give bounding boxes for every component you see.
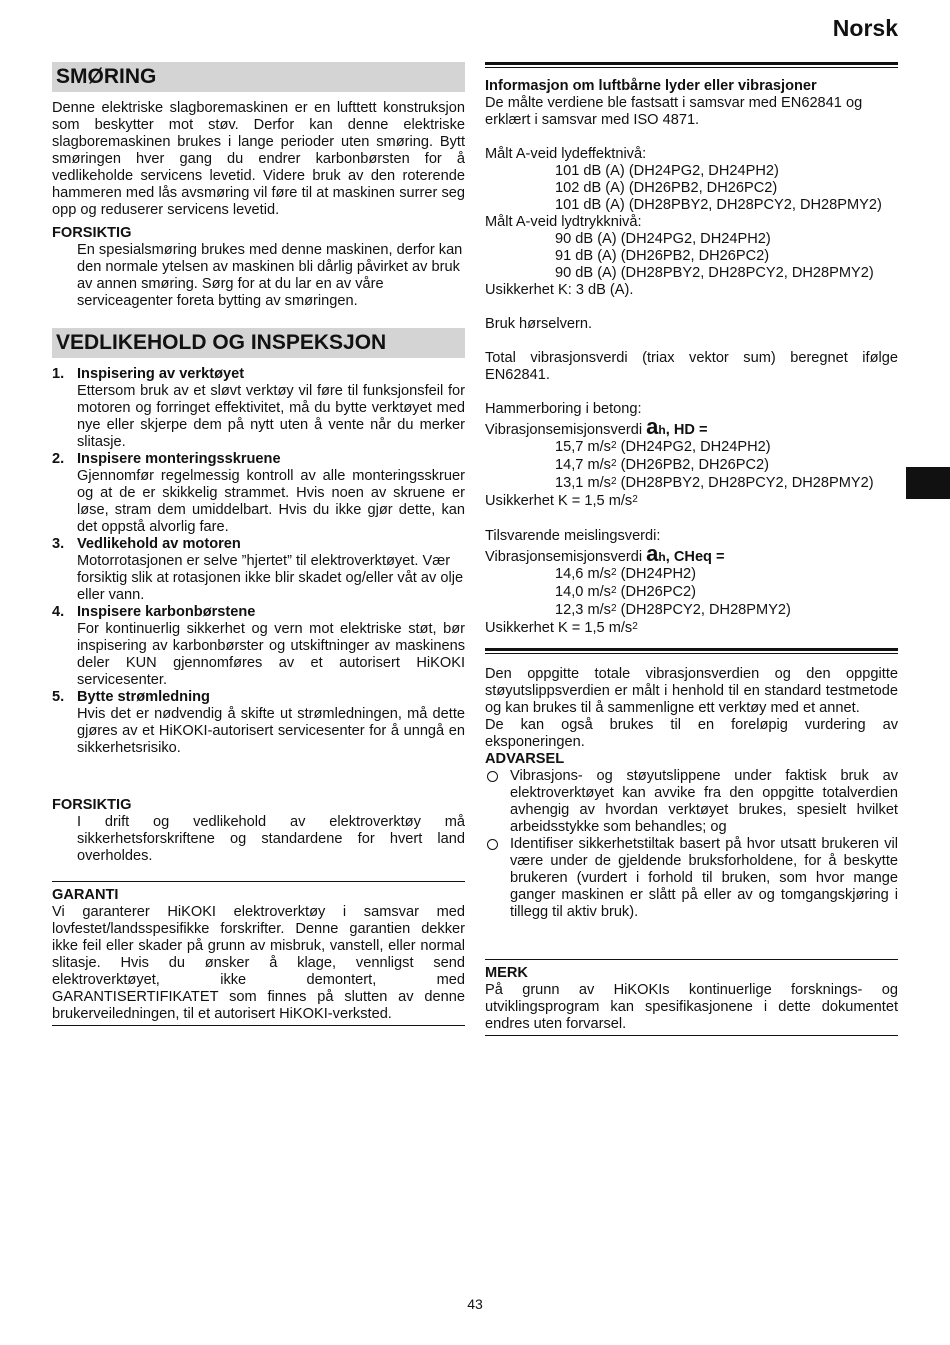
right-column xyxy=(485,62,898,1036)
list-item xyxy=(52,689,465,757)
list-item: Identifiser sikkerhetstiltak basert på hvor utsatt brukeren vil være under de gjeldende bruksforholdene, for å beskytte brukeren (vurdert i forhold til bruken, som hvor mange ganger maskinen er slått på eller av og tomgangskjøring i tillegg til aktiv bruk). xyxy=(485,836,898,921)
list-item: Vibrasjons- og støyutslippene under faktisk bruk av elektroverktøyet kan avvike fra den oppgitte totalverdien avhengig av hvordan verktøyet brukes, spesielt hvilket arbeidsstykke som behandles; og xyxy=(485,768,898,836)
item-title: Inspisere monteringsskruene xyxy=(77,451,281,467)
hammer-value: 13,1 $m/s^2$ (DH28PBY2, DH28PCY2, DH28PMY2) xyxy=(555,475,874,491)
chiselling-label: Tilsvarende meislingsverdi: xyxy=(485,528,661,544)
item-number: 5. xyxy=(52,689,65,705)
note-text: På grunn av HiKOKIs kontinuerlige forsknings- og utviklingsprogram kan spesifikasjonene i dette dokumentet endres uten forvarsel. xyxy=(485,982,898,1032)
item-text: Motorrotasjonen er selve ”hjertet” til elektroverktøyet. Vær forsiktig slik at rotasjonen ikke blir skadet og/eller våt av olje eller vann. xyxy=(77,553,464,603)
lubrication-caution-text: En spesialsmøring brukes med denne maskinen, derfor kan den normale ytelsen av maskinen bli dårlig påvirket av bruk av annen smøring. Sørg for at du lar en av våre serviceagenter foreta bytting av smøringen. xyxy=(77,242,463,309)
chisel-value: 14,0 $m/s^2$ (DH26PC2) xyxy=(555,584,697,600)
lubrication-body: Denne elektriske slagboremaskinen er en lufttett konstruksjon som beskytter mot støv. Derfor kan denne elektriske slagboremaskinen brukes i lange perioder uten smøring. Bytt smøringen hver gang du endrer karbonbørsten for å vedlikeholde servicens levetid. Videre bruk av den roterende hammeren med lås avsmøring vil føre til at maskinen surrer seg opp og reduserer servicens levetid. xyxy=(52,100,465,218)
sound-power-value: 101 dB (A) (DH24PG2, DH24PH2) xyxy=(555,163,779,179)
list-item xyxy=(52,366,465,451)
hearing-protection-note: Bruk hørselvern. xyxy=(485,316,593,332)
h-subscript: h xyxy=(658,550,666,564)
divider xyxy=(485,62,898,68)
chisel-uncertainty: Usikkerhet K = 1,5 $m/s^2$ xyxy=(485,620,638,636)
item-number: 2. xyxy=(52,451,65,467)
warning-title: ADVARSEL xyxy=(485,751,565,767)
item-number: 4. xyxy=(52,604,65,620)
warranty-title: GARANTI xyxy=(52,887,119,903)
sound-power-value: 102 dB (A) (DH26PB2, DH26PC2) xyxy=(555,180,778,196)
item-title: Inspisering av verktøyet xyxy=(77,366,245,382)
left-column xyxy=(52,62,465,1026)
section-title-lubrication: SMØRING xyxy=(52,62,465,92)
list-item xyxy=(52,451,465,536)
chisel-value: 14,6 $m/s^2$ (DH24PH2) xyxy=(555,566,697,582)
page-number: 43 xyxy=(467,1296,483,1312)
section-title-maintenance: VEDLIKEHOLD OG INSPEKSJON xyxy=(52,328,465,358)
sound-pressure-label: Målt A-veid lydtrykknivå: xyxy=(485,214,642,230)
divider xyxy=(485,1035,898,1036)
sound-pressure-value: 90 dB (A) (DH24PG2, DH24PH2) xyxy=(555,231,771,247)
circle-bullet-icon xyxy=(487,771,498,782)
vibration-total-text: Total vibrasjonsverdi (triax vektor sum) beregnet ifølge EN62841. xyxy=(485,350,898,383)
hammer-uncertainty: Usikkerhet K = 1,5 $m/s^2$ xyxy=(485,493,638,509)
emission-label: Vibrasjonsemisjonsverdi xyxy=(485,422,643,438)
noise-uncertainty: Usikkerhet K: 3 dB (A). xyxy=(485,282,634,298)
lubrication-caution-title: FORSIKTIG xyxy=(52,225,132,241)
declared-values-text-2: De kan også brukes til en foreløpig vurdering av eksponeringen. xyxy=(485,717,898,750)
divider xyxy=(485,959,898,960)
declared-values-text: Den oppgitte totale vibrasjonsverdien og den oppgitte støyutslippsverdien er målt i henhold til en standard testmetode og kan brukes til å sammenligne ett verktøy med et annet. xyxy=(485,666,898,716)
maintenance-caution-text: I drift og vedlikehold av elektroverktøy må sikkerhetsforskriftene og standardene for hvert land overholdes. xyxy=(77,814,465,864)
h-subscript: h xyxy=(658,423,666,437)
maintenance-list xyxy=(52,366,465,757)
warranty-text: Vi garanterer HiKOKI elektroverktøy i samsvar med lovfestet/landsspesifikke forskrifter. Denne garantien dekker ikke feil eller skader på grunn av misbruk, vanstell, eller normal slitasje. Hvis du ønsker å klage, vennligst send elektroverktøyet, ikke demontert, med GARANTISERTIFIKATET som finnes på slutten av denne brukerveiledningen, til et autorisert HiKOKI-verksted. xyxy=(52,904,465,1022)
noise-title: Informasjon om luftbårne lyder eller vibrasjoner xyxy=(485,78,817,94)
noise-intro: De målte verdiene ble fastsatt i samsvar med EN62841 og erklært i samsvar med ISO 4871. xyxy=(485,95,863,128)
a-symbol: a xyxy=(646,414,659,439)
item-title: Bytte strømledning xyxy=(77,689,210,705)
sound-pressure-value: 91 dB (A) (DH26PB2, DH26PC2) xyxy=(555,248,770,264)
item-text: Ettersom bruk av et sløvt verktøy vil føre til funksjonsfeil for motoren og forringet effektivitet, må du bytte verktøyet med nye eller skjerpe dem på nytt uten å vente når du merker slitasje. xyxy=(77,383,465,450)
emission-label: Vibrasjonsemisjonsverdi xyxy=(485,549,643,565)
list-item xyxy=(52,604,465,689)
sound-power-value: 101 dB (A) (DH28PBY2, DH28PCY2, DH28PMY2) xyxy=(555,197,882,213)
sound-pressure-value: 90 dB (A) (DH28PBY2, DH28PCY2, DH28PMY2) xyxy=(555,265,874,281)
item-text: Gjennomfør regelmessig kontroll av alle monteringsskruer og at de er skikkelig strammet. Hvis noen av skruene er løse, stram dem umiddelbart. Hvis du ikke gjør dette, kan det oppstå alvorlig fare. xyxy=(77,468,465,535)
item-title: Vedlikehold av motoren xyxy=(77,536,241,552)
note-title: MERK xyxy=(485,965,528,981)
section-tab-marker xyxy=(906,467,950,499)
item-number: 3. xyxy=(52,536,65,552)
divider xyxy=(52,881,465,882)
a-symbol: a xyxy=(646,541,659,566)
chisel-value: 12,3 $m/s^2$ (DH28PCY2, DH28PMY2) xyxy=(555,602,791,618)
item-text: Hvis det er nødvendig å skifte ut strømledningen, må dette gjøres av et HiKOKI-autorisert servicesenter for å unngå en sikkerhetsrisiko. xyxy=(77,706,465,756)
sound-power-label: Målt A-veid lydeffektnivå: xyxy=(485,146,647,162)
cheq-suffix: , CHeq = xyxy=(665,549,725,565)
circle-bullet-icon xyxy=(487,839,498,850)
hammer-value: 14,7 $m/s^2$ (DH26PB2, DH26PC2) xyxy=(555,457,770,473)
item-text: For kontinuerlig sikkerhet og vern mot elektriske støt, bør inspisering av karbonbørster og utskiftninger av maskinens deler KUN gjennomføres av et autorisert HiKOKI servicesenter. xyxy=(77,621,465,688)
hammer-value: 15,7 $m/s^2$ (DH24PG2, DH24PH2) xyxy=(555,439,771,455)
list-item xyxy=(52,536,465,604)
language-label: Norsk xyxy=(832,15,898,41)
item-number: 1. xyxy=(52,366,65,382)
maintenance-caution-title: FORSIKTIG xyxy=(52,797,132,813)
item-title: Inspisere karbonbørstene xyxy=(77,604,256,620)
hammer-emission-label xyxy=(485,414,898,439)
hammer-drilling-label: Hammerboring i betong: xyxy=(485,401,642,417)
hd-suffix: , HD = xyxy=(665,422,708,438)
chisel-emission-label xyxy=(485,541,898,566)
divider xyxy=(52,1025,465,1026)
